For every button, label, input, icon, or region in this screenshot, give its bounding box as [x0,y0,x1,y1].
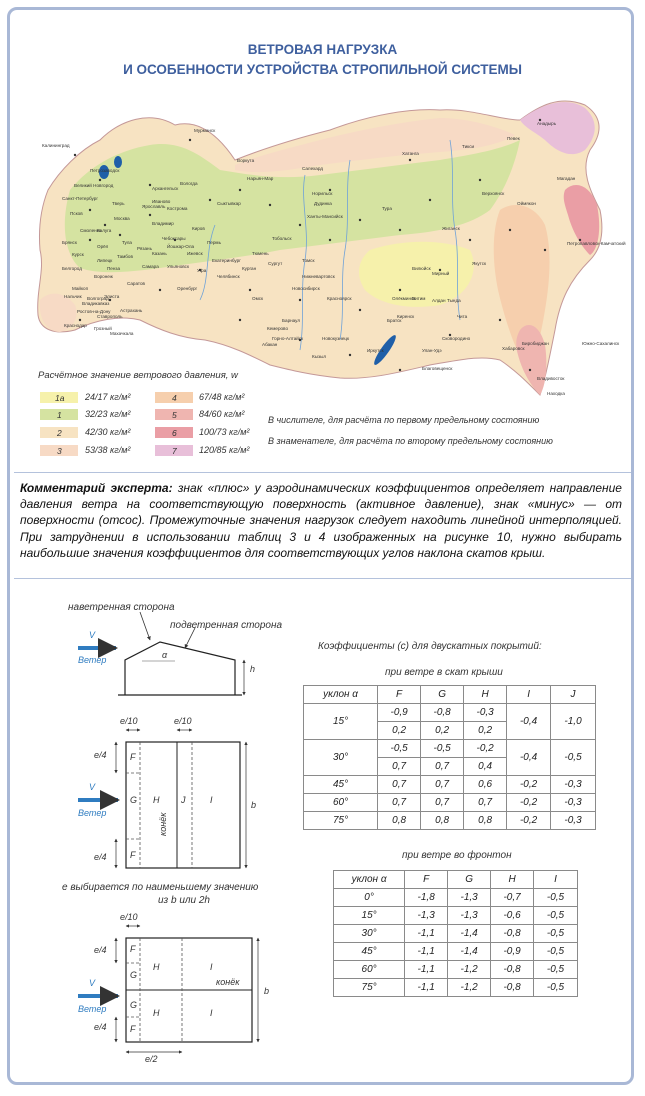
city-label: Краснодар [64,323,87,328]
city-label: Певек [507,136,520,141]
city-label: Норильск [312,191,333,196]
table-cell: -1,4 [448,925,491,943]
city-label: Саратов [127,281,145,286]
table-gable [333,870,578,997]
city-label: Нальчик [64,294,82,299]
city-label: Абакан [262,342,278,347]
city-label: Анадырь [537,121,557,126]
table-row [304,704,596,722]
city-label: Архангельск [152,186,179,191]
city-label: Ставрополь [97,314,123,319]
city-label: Пенза [107,266,121,271]
city-label: Белгород [62,266,82,271]
city-label: Екатеринбург [212,258,241,263]
city-label: Псков [70,211,83,216]
zone-h: H [153,795,160,805]
city-label: Курган [242,266,257,271]
zone-j: J [181,795,186,805]
note-e-line1: e выбирается по наименьшему значению [62,882,259,893]
table-header-cell: F [378,686,421,704]
label-e4-d: e/4 [94,1022,107,1032]
city-label: Якутск [472,261,487,266]
label-h: h [250,664,256,674]
city-label: Нарьян-Мар [247,176,274,181]
legend-num-4: 4 [172,393,177,403]
label-wind-3: Ветер [78,1004,107,1014]
city-label: Великий Новгород [74,183,114,188]
table-cell: -1,4 [448,943,491,961]
table-cell: -1,8 [405,889,448,907]
table-cell: 0,7 [421,758,464,776]
city-label: Горно-Алтайск [272,336,304,341]
legend-num-2: 2 [57,428,62,438]
legend-title: Расчётное значение ветрового давления, w [38,370,238,381]
label-v-3: V [89,978,96,988]
table-cell: -1,2 [448,961,491,979]
city-label: Южно-Сахалинск [582,341,620,346]
city-label: Вилюйск [412,266,431,271]
expert-comment-text: знак «плюс» у аэродинамических коэффициентов определяет направление давления ветра на соответствующую поверхность (активное давление), знак «минус» — от поверхности (отсос). Промежуточные значения нагрузок следует находить линейной интерполяцией. При затруднении в использовании таблиц 3 и 4 изображенных на рисунке 10, нужно выбирать наибольшие значения коэффициентов для соответствующих углов наклона скатов крыш. [20,481,622,560]
legend-num-5: 5 [172,410,177,420]
table-cell: 45° [334,943,405,961]
table-cell: 0° [334,889,405,907]
table-cell: 0,7 [421,794,464,812]
city-label: Ижевск [187,251,203,256]
table-cell: -0,5 [378,740,421,758]
table-cell: -0,9 [378,704,421,722]
city-label: Новокузнецк [322,336,350,341]
city-label: Киров [192,226,205,231]
city-label: Ханты-Мансийск [307,214,343,219]
city-label: Улан-Удэ [422,348,442,353]
zone2-i-bottom: I [210,1008,213,1018]
city-label: Новосибирск [292,286,320,291]
table-slope-subtitle: при ветре в скат крыши [385,667,503,678]
table-cell: -1,1 [405,961,448,979]
table-row [304,686,596,704]
legend-label-2: 42/30 кг/м² [85,427,131,437]
label-alpha: α [162,650,168,660]
table-cell: -0,9 [491,943,534,961]
city-label: Тура [382,206,392,211]
city-label: Тамбов [117,254,133,259]
city-label: Тула [122,240,132,245]
table-cell: -0,4 [507,740,551,776]
table-header-cell: F [405,871,448,889]
table-cell: -1,3 [405,907,448,925]
city-label: Воронеж [94,274,113,279]
city-label: Тверь [112,201,125,206]
city-label: Красноярск [327,296,352,301]
table-cell: -0,5 [551,740,596,776]
city-label: Чита [457,314,468,319]
table-cell: -1,2 [448,979,491,997]
table-cell: 75° [334,979,405,997]
table-cell: -0,5 [534,961,578,979]
table-cell: 60° [334,961,405,979]
city-label: Казань [152,251,167,256]
zone2-g-top: G [130,970,138,980]
zone2-f-top: F [130,944,136,954]
city-label: Тында [447,298,461,303]
label-e10-a: e/10 [120,716,138,726]
legend-num-1: 1 [57,410,62,420]
city-label: Рязань [137,246,152,251]
label-ridge-2: конёк [216,977,240,987]
city-label: Сковородино [442,336,471,341]
table-cell: -1,1 [405,979,448,997]
zone2-h-bottom: H [153,1008,160,1018]
table-slope [303,685,596,830]
city-label: Майкоп [72,286,89,291]
city-label: Томск [302,258,315,263]
table-cell: 0,7 [378,758,421,776]
city-label: Уфа [197,268,207,273]
legend-num-1a: 1а [55,393,65,403]
table-cell: 30° [334,925,405,943]
label-ridge-1: конёк [158,812,168,836]
table-cell: 45° [304,776,378,794]
city-label: Жиганск [442,226,460,231]
zone2-h-top: H [153,962,160,972]
city-label: Омск [252,296,264,301]
table-header-cell: G [448,871,491,889]
city-label: Чебоксары [162,236,186,241]
table-cell: -0,5 [534,979,578,997]
city-label: Благовещенск [422,366,453,371]
city-label: Липецк [97,258,113,263]
table-cell: -0,2 [507,812,551,830]
zone-f-top: F [130,752,136,762]
table-row [334,871,578,889]
table-cell: 0,8 [464,812,507,830]
table-cell: 0,7 [421,776,464,794]
legend-num-7: 7 [172,446,177,456]
table-cell: 0,2 [421,722,464,740]
city-label: Петропавловск-Камчатский [567,241,626,246]
table-cell: -0,6 [491,907,534,925]
table-header-cell: G [421,686,464,704]
table-cell: 0,8 [421,812,464,830]
city-label: Ярославль [142,204,166,209]
table-row [304,776,596,794]
table-cell: 60° [304,794,378,812]
label-v-2: V [89,782,96,792]
city-label: Братск [387,318,402,323]
table-cell: -0,5 [421,740,464,758]
label-e2: e/2 [145,1054,158,1064]
table-cell: -0,8 [421,704,464,722]
table-cell: 15° [334,907,405,925]
table-cell: -1,0 [551,704,596,740]
label-leeward: подветренная сторона [170,620,283,631]
table-cell: -0,5 [534,907,578,925]
city-label: Курск [72,252,84,257]
city-label: Смоленск [80,228,102,233]
city-label: Магадан [557,176,576,181]
label-windward: наветренная сторона [68,602,175,613]
table-cell: -0,2 [464,740,507,758]
legend-num-3: 3 [57,446,62,456]
table-header-cell: уклон α [334,871,405,889]
zone-i: I [210,795,213,805]
page-title-line2: И ОСОБЕННОСТИ УСТРОЙСТВА СТРОПИЛЬНОЙ СИСТЕМЫ [123,62,522,77]
city-label: Иваново [152,199,171,204]
legend-label-1a: 24/17 кг/м² [85,392,131,402]
city-label: Витим [412,296,426,301]
city-label: Кемерово [267,326,288,331]
label-v-1: V [89,630,96,640]
legend-label-6: 100/73 кг/м² [199,427,250,437]
table-cell: -0,8 [491,979,534,997]
zone-g: G [130,795,138,805]
table-row [334,943,578,961]
city-label: Калининград [42,143,70,148]
city-label: Иркутск [367,348,384,353]
city-label: Сыктывкар [217,201,241,206]
city-label: Киренск [397,314,415,319]
city-label: Мурманск [194,128,216,133]
table-cell: 0,4 [464,758,507,776]
table-cell: 0,7 [378,776,421,794]
city-label: Кострома [167,206,188,211]
label-wind-2: Ветер [78,808,107,818]
city-label: Тикси [462,144,475,149]
table-cell: -0,3 [551,812,596,830]
table-cell: 0,8 [378,812,421,830]
table-cell: -0,8 [491,961,534,979]
city-label: Оймякон [517,201,536,206]
city-label: Хабаровск [502,346,525,351]
city-label: Волгоград [87,296,109,301]
city-label: Самара [142,264,159,269]
table-cell: -0,2 [507,776,551,794]
legend-label-3: 53/38 кг/м² [85,445,131,455]
expert-comment-lead: Комментарий эксперта: [20,481,173,495]
zone2-i-top: I [210,962,213,972]
table-cell: -1,3 [448,907,491,925]
table-row [334,889,578,907]
city-label: Тобольск [272,236,292,241]
table-cell: -1,1 [405,943,448,961]
table-cell: 15° [304,704,378,740]
city-label: Владимир [152,221,174,226]
city-label: Челябинск [217,274,240,279]
table-row [304,794,596,812]
table-cell: 0,2 [464,722,507,740]
table-cell: -0,5 [534,925,578,943]
city-label: Тюмень [252,251,269,256]
table-cell: 75° [304,812,378,830]
city-label: Астрахань [120,308,143,313]
table-row [334,925,578,943]
zone-f-bottom: F [130,850,136,860]
table-header-cell: I [534,871,578,889]
table-cell: -0,5 [534,889,578,907]
table-cell: -0,3 [464,704,507,722]
city-label: Грозный [94,326,112,331]
table-cell: 0,7 [378,794,421,812]
table-cell: -0,5 [534,943,578,961]
table-cell: -1,1 [405,925,448,943]
city-label: Мирный [432,271,450,276]
label-e4-c: e/4 [94,945,107,955]
city-label: Орёл [97,244,109,249]
note-numerator: В числителе, для расчёта по первому предельному состоянию [268,415,540,425]
city-label: Находка [547,391,565,396]
table-cell: 30° [304,740,378,776]
table-slope-title: Коэффициенты (с) для двускатных покрытий: [318,641,542,652]
table-cell: 0,7 [464,794,507,812]
city-label: Барнаул [282,318,301,323]
table-cell: -0,3 [551,776,596,794]
city-label: Оренбург [177,286,198,291]
table-cell: -0,2 [507,794,551,812]
city-label: Хатанга [402,151,419,156]
city-label: Вологда [180,181,198,186]
city-label: Москва [114,216,130,221]
label-b-1: b [251,800,257,810]
city-label: Йошкар-Ола [167,244,195,249]
city-label: Салехард [302,166,323,171]
note-e-line2: из b или 2h [158,895,210,906]
table-header-cell: I [507,686,551,704]
label-e10-c: e/10 [120,912,138,922]
city-label: Пермь [207,240,221,245]
city-label: Верхоянск [482,191,505,196]
table-cell: -1,3 [448,889,491,907]
city-label: Олёкминск [392,296,416,301]
city-label: Ульяновск [167,264,189,269]
table-cell: 0,6 [464,776,507,794]
city-label: Алдан [432,298,446,303]
label-e4-b: e/4 [94,852,107,862]
table-gable-subtitle: при ветре во фронтон [402,850,512,861]
city-label: Биробиджан [522,341,549,346]
table-cell: 0,2 [378,722,421,740]
table-cell: -0,3 [551,794,596,812]
city-label: Махачкала [110,331,134,336]
label-e4-a: e/4 [94,750,107,760]
table-row [304,812,596,830]
table-row [334,961,578,979]
city-label: Брянск [62,240,77,245]
label-wind-1: Ветер [78,655,107,665]
legend-label-4: 67/48 кг/м² [199,392,245,402]
legend-label-7: 120/85 кг/м² [199,445,250,455]
city-label: Петрозаводск [90,168,120,173]
city-label: Сургут [268,261,283,266]
legend-label-1: 32/23 кг/м² [85,409,131,419]
city-label: Дудинка [314,201,332,206]
table-cell: -0,4 [507,704,551,740]
legend-label-5: 84/60 кг/м² [199,409,245,419]
table-row [334,907,578,925]
label-e10-b: e/10 [174,716,192,726]
city-label: Воркута [237,158,255,163]
city-label: Калуга [97,228,112,233]
city-label: Владивосток [537,376,565,381]
city-label: Кызыл [312,354,327,359]
city-label: Владикавказ [82,301,110,306]
city-label: Ростов-на-Дону [77,309,111,314]
table-row [334,979,578,997]
note-denominator: В знаменателе, для расчёта по второму предельному состоянию [268,436,553,446]
zone2-g-bottom: G [130,1000,138,1010]
table-header-cell: J [551,686,596,704]
label-b-2: b [264,986,270,996]
table-row [304,740,596,758]
legend-num-6: 6 [172,428,177,438]
table-header-cell: H [491,871,534,889]
city-label: Нижневартовск [302,274,335,279]
table-header-cell: H [464,686,507,704]
page-title-line1: ВЕТРОВАЯ НАГРУЗКА [247,42,398,57]
city-label: Санкт-Петербург [62,196,99,201]
table-cell: -0,7 [491,889,534,907]
table-header-cell: уклон α [304,686,378,704]
city-label: Элиста [104,294,120,299]
table-cell: -0,8 [491,925,534,943]
zone2-f-bottom: F [130,1024,136,1034]
